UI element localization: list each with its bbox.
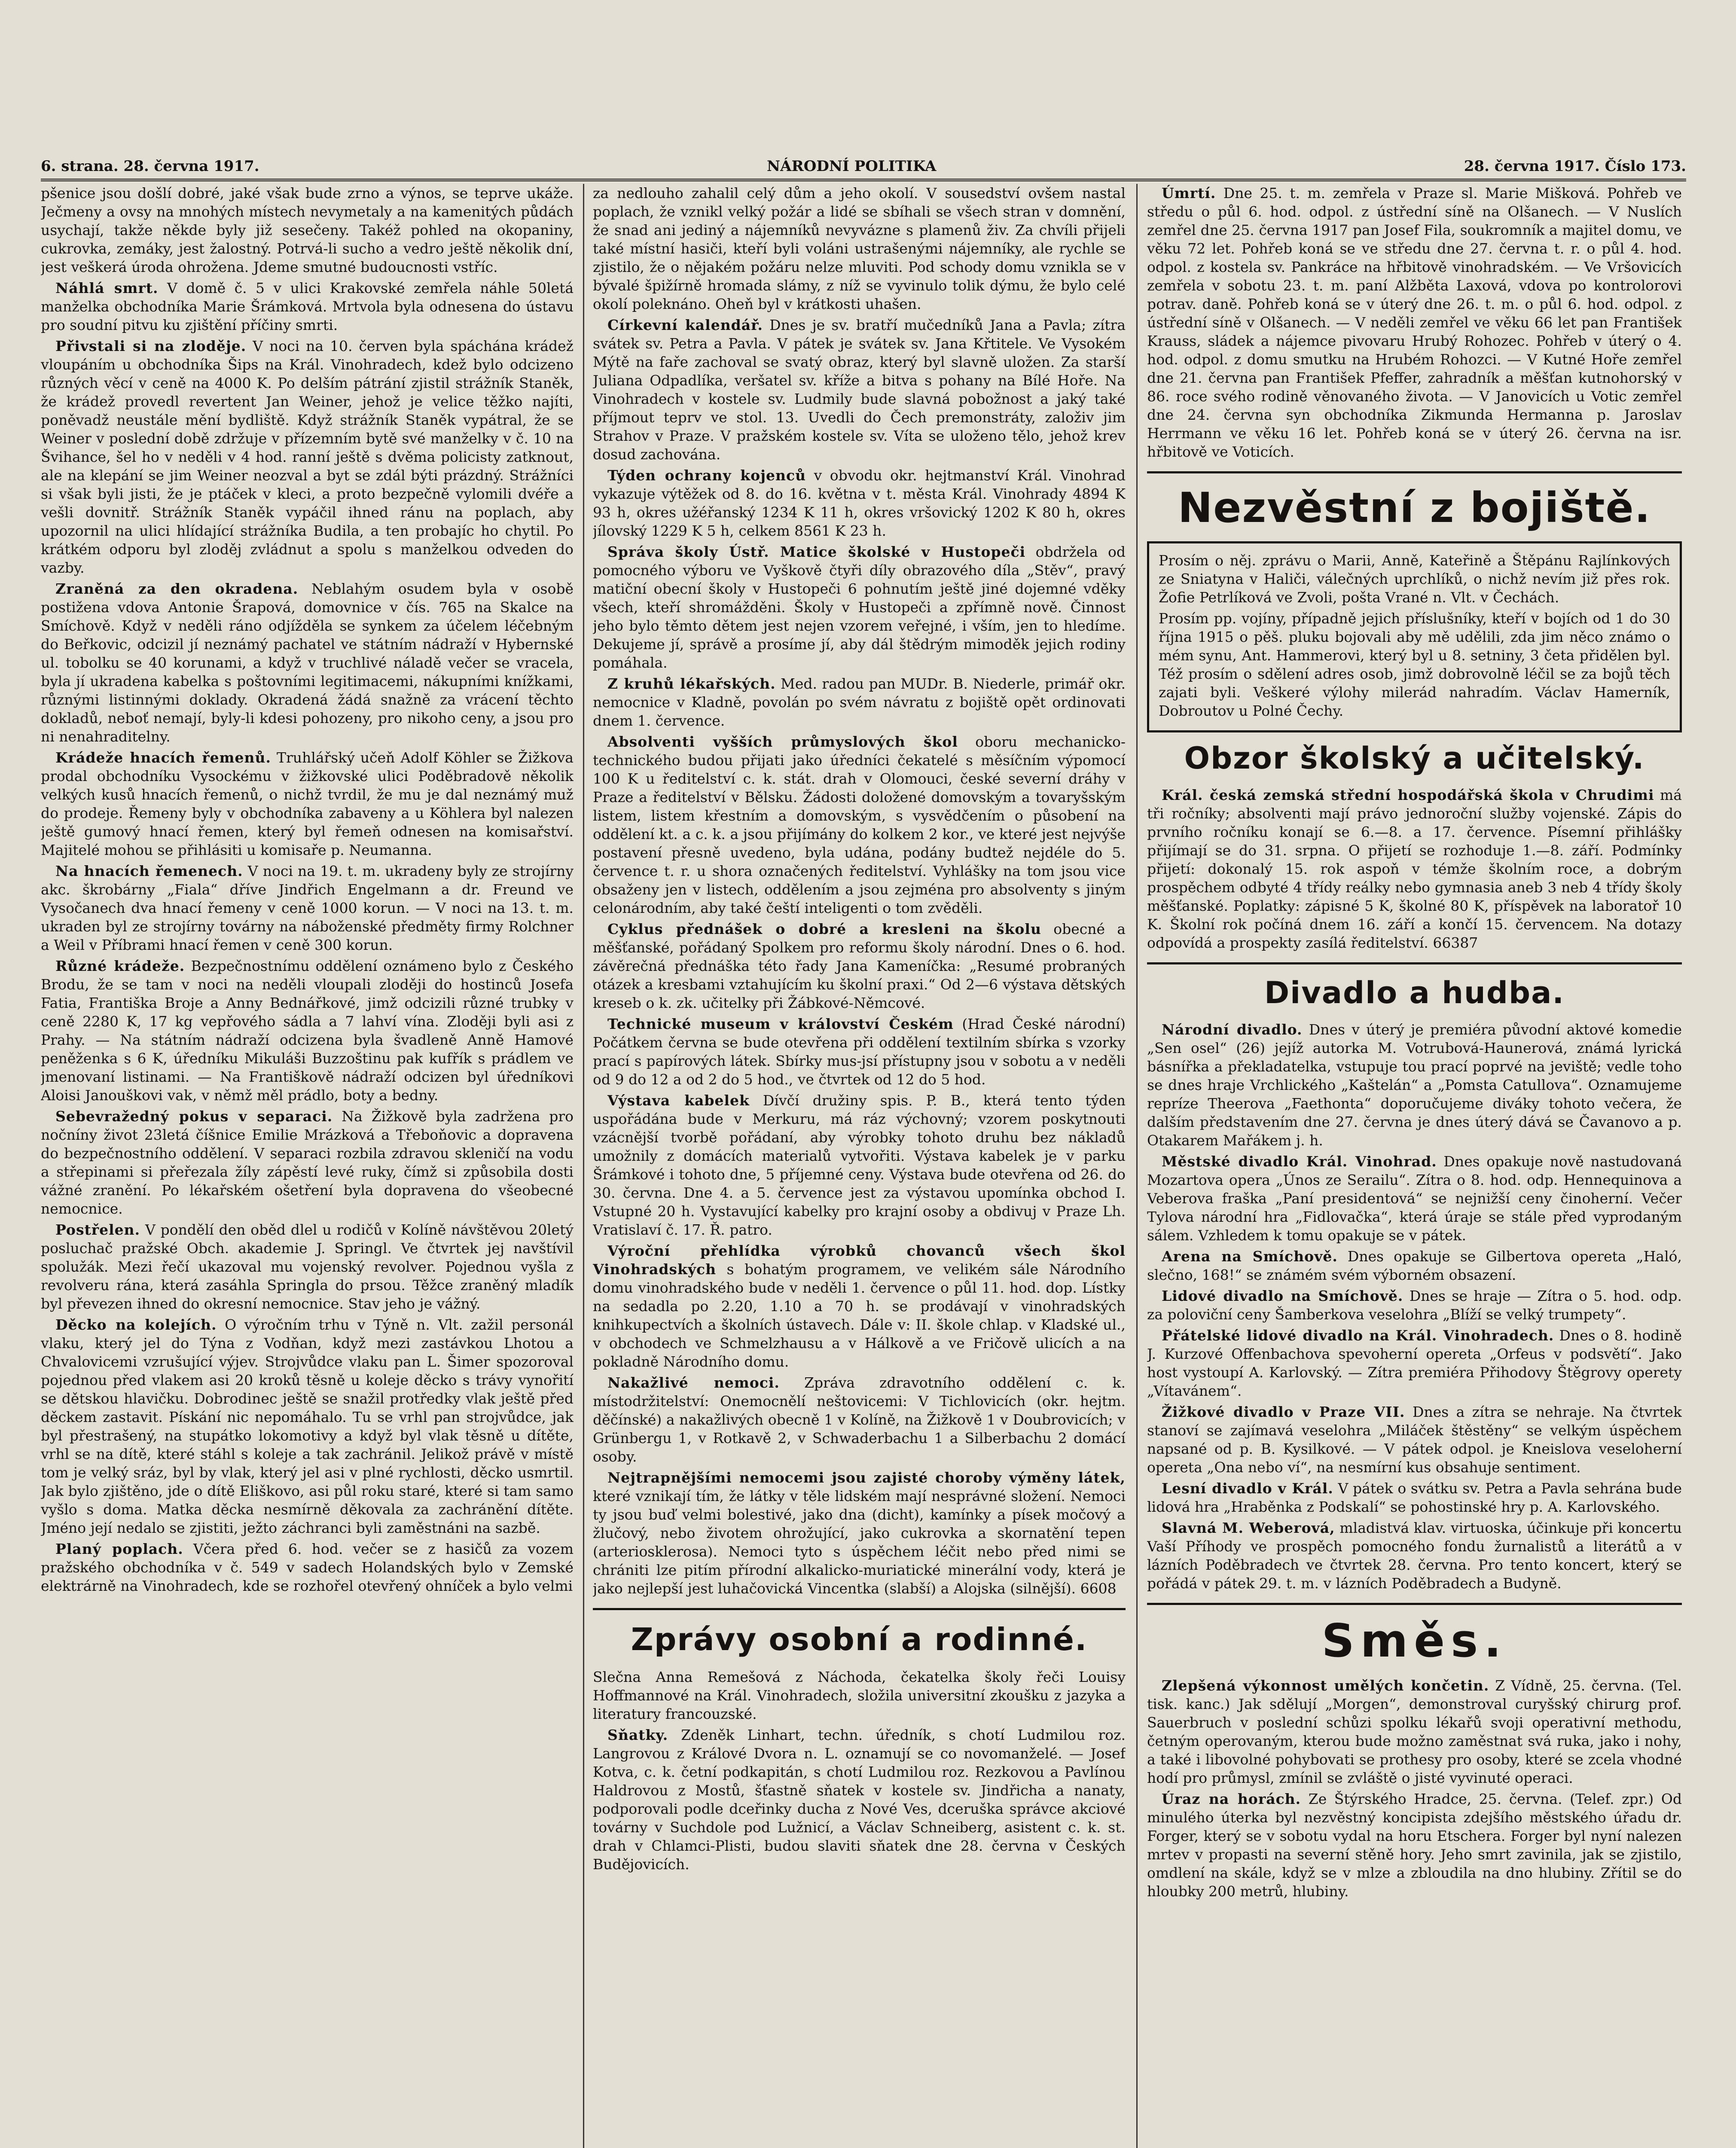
column-rule xyxy=(583,184,584,2148)
article-lead: Církevní kalendář. xyxy=(607,317,763,333)
article-paragraph xyxy=(593,316,1126,464)
article-lead: Zraněná za den okradena. xyxy=(55,580,299,597)
column-3 xyxy=(1147,184,1682,2148)
article-paragraph xyxy=(1147,1790,1682,1901)
article-text: obdržela od pomocného výboru ve Vyškově čtyři díly obrazového díla „Stěv“, pravý matiční obecní školy v Hustopeči 6 pohnutím ještě jiné dojemné vděky všech, kteří shromážděni. Školy v Hustopeči a zpřímně nově. Činnost jeho bylo těmto dětem jest nejen vzorem veřejné, i vším, jen to hledíme. Dekujeme jí, správě a prosíme jí, aby dál štědrým mimoděk jejich rodiny pomáhala. xyxy=(593,543,1126,671)
article-paragraph xyxy=(593,732,1126,917)
article-text: Zdeněk Linhart, techn. úředník, s chotí Ludmilou roz. Langrovou z Králové Dvora n. L. oznamují se co novomanželé. — Josef Kotva, c. k. četní podkapitán, s chotí Ludmilou roz. Rezkovou a Pavlínou Haldrovou z Mostů, šťastně sňatek v kostele sv. Jindřicha a nanaty, podporovali podle dceřinky ducha z Nové Ves, dceruška správce akciové továrny v Suchdole pod Lužnicí, a Václav Schneiberg, asistent c. k. st. drah v Chlamci-Plisti, budou slaviti sňatek dne 28. června v Českých Budějovicích. xyxy=(593,1727,1126,1873)
section-heading-missing: Nezvěstní z bojiště. xyxy=(1178,484,1651,532)
article-text: Slečna Anna Remešová z Náchoda, čekatelka školy řeči Louisy Hoffmannové na Král. Vinohradech, složila universitní zkoušku z jazyka a literatury francouzské. xyxy=(593,1669,1126,1722)
column-2-articles xyxy=(593,184,1126,1598)
article-lead: Úmrtí. xyxy=(1162,185,1216,201)
article-paragraph xyxy=(1147,184,1682,461)
masthead: NÁRODNÍ POLITIKA xyxy=(767,158,937,175)
article-text: Dnes v úterý je premiéra původní aktové komedie „Sen osel“ (26) jejíž autorka M. Votrubová-Haunerová, známá lyrická básnířka a překladatelka, vstupuje tou prací poprvé na jeviště; vedle toho se dnes hraje Vrchlického „Kaštelán“ a „Pomsta Catullova“. Oznamujeme repríze Theerova „Faethonta“ doporučujeme diváky tohoto večera, že dalším představením dne 27. června je dnes úterý dává se Čavanovo a p. Otakarem Mařákem j. h. xyxy=(1147,1021,1682,1149)
article-lead: Král. česká zemská střední hospodářská škola v Chrudimi xyxy=(1162,787,1654,803)
article-text: V pátek o svátku sv. Petra a Pavla sehrána bude lidová hra „Hraběnka z Podskalí“ se pohostinské hry p. A. Karlovského. xyxy=(1147,1480,1682,1515)
article-lead: Národní divadlo. xyxy=(1162,1021,1303,1038)
article-text: Dnes je sv. bratří mučedníků Jana a Pavla; zítra svátek sv. Petra a Pavla. V pátek je svátek sv. Jana Křtitele. Ve Vysokém Mýtě na faře zachoval se svatý obraz, který byl slavně uložen. Za starší Juliana Odpadlíka, veršatel sv. kříže a bitva s pohany na Bílé Hoře. Na Vinohradech v kostele sv. Ludmily bude slavná pobožnost a jaký také příjmout teprv ve stol. 13. Uvedli do Čech premonstráty, založiv jim Strahov v Praze. V pražském kostele sv. Víta se uloženo tělo, jehož krev dosud zachována. xyxy=(593,317,1126,463)
article-lead: Zlepšená výkonnost umělých končetin. xyxy=(1162,1677,1489,1694)
section-rule xyxy=(1147,471,1682,473)
article-text: O výročním trhu v Týně n. Vlt. zažil personál vlaku, který jel do Týna z Vodňan, když mezi zastávkou Lhotou a Chvalovicemi vzrušující výjev. Strojvůdce vlaku pan L. Šimer spozoroval pojednou před vlakem asi 20 kroků těsně u koleje děcko s trávy vynořití se dětskou hlavičku. Dobrodinec ještě se snažil protředky vlak ještě před děckem zastavit. Pískání nic nepomáhalo. Tu se vrhl pan strojvůdce, jak byl přestrašený, na stupátko lokomotivy a když byl vlak těsně u dítěte, vrhl se na dítě, které stáhl s koleje a tak zachránil. Jelikož právě v místě tom je velký sráz, byl by vlak, který jel asi v plné rychlosti, děcko usmrtil. Jak bylo zjištěno, jde o dítě Eliškovo, asi půl roku staré, které si tam samo vyšlo s doma. Matka děcka nesmírně děkovala za zachránění dítěte. Jméno její nedalo se zjistiti, ježto záchranci byli zaměstnáni na sazbě. xyxy=(41,1316,574,1536)
article-lead: Děcko na kolejích. xyxy=(55,1316,217,1333)
section-heading-misc: Směs. xyxy=(1321,1614,1507,1667)
article-paragraph xyxy=(41,748,574,859)
article-lead: Výstava kabelek xyxy=(607,1092,750,1109)
article-paragraph xyxy=(1147,1020,1682,1150)
article-text: Ze Štýrského Hradce, 25. června. (Telef. zpr.) Od minulého úterka byl nezvěstný koncipista zdejšího městského úřadu dr. Forger, který se v sobotu vydal na horu Etschera. Forger byl nyní nalezen mrtev v propasti na severní stěně hory. Jeho smrt zavinila, jak se zjistilo, omdlení na skále, když se v mlze a zbloudila na dno hlubiny. Zřítil se do hloubky 200 metrů, hlubiny. xyxy=(1147,1791,1682,1900)
article-lead: Úraz na horách. xyxy=(1162,1791,1301,1807)
article-text: Bezpečnostnímu oddělení oznámeno bylo z Českého Brodu, že se tam v noci na neděli vloupali zloději do hostinců Josefa Fatia, Františka Broje a Anny Bednářkové, jimž odcizili různé trubky v ceně 2280 K, 17 kg vepřového sádla a 7 lahví vína. Zloději byli asi z Prahy. — Na státním nádraží odcizena byla švadleně Anně Hamové peněženka s 6 K, úředníku Mikuláši Buzzoštinu pak kufřík s prádlem ve jmenovaní listinami. — Na Františkově nádraží odcizen byl úředníkovi Aloisi Janouškovi vak, v němž měl prádlo, boty a bedny. xyxy=(41,958,574,1104)
article-paragraph xyxy=(593,920,1126,1012)
article-lead: Z kruhů lékařských. xyxy=(607,675,776,692)
article-lead: Planý poplach. xyxy=(55,1541,183,1557)
article-text: Dnes o 8. hodině J. Kurzové Offenbachova spevoherní opereta „Orfeus v podsvětí“. Jako host vystoupí A. Karlovský. — Zítra premiéra Přihodovy Štěgrovy operety „Vítavánem“. xyxy=(1147,1327,1682,1399)
article-lead: Lidové divadlo na Smíchově. xyxy=(1162,1288,1403,1304)
article-paragraph xyxy=(41,862,574,954)
article-paragraph xyxy=(1147,1247,1682,1284)
article-lead: Žižkové divadlo v Praze VII. xyxy=(1162,1404,1405,1420)
article-paragraph xyxy=(41,957,574,1105)
article-paragraph xyxy=(1159,551,1670,607)
article-paragraph xyxy=(1147,1152,1682,1245)
article-paragraph xyxy=(1147,1479,1682,1516)
article-text: V noci na 10. červen byla spáchána krádež vloupáním u obchodníka Šips na Král. Vinohradech, kdež bylo odcizeno různých věcí v ceně na 4000 K. Po delším pátrání zjistil strážník Staněk, že krádež provedl revertent Jan Weiner, jehož je velice těžko najíti, poněvadž neustále mění bydliště. Když strážník Staněk vypátral, že se Weiner v poslední době zdržuje v přízemním bytě své manželky v č. 10 na Švihance, šel ho v neděli v 4 hod. ranní ještě s dvěma policisty zatknout, ale na klepání se jim Weiner neozval a byt se zdál býti prázdný. Strážníci si však byli jisti, že je ptáček v kleci, a proto bezpečně vylomili dvéře a vešli dovnitř. Strážník Staněk vypáčil ihned ránu na poplach, aby upozornil na ulici hlídající strážníka Budila, a ten probajíc ho chytil. Po krátkém odporu byl zloděj zvládnut a spolu s manželkou odveden do vazby. xyxy=(41,338,574,576)
article-text: (Hrad České národní) Počátkem června se bude otevřena při oddělení textilním sbírka s vzorky prací s papírových látek. Sbírky mus-jsí přístupny jsou v sobotu a v neděli od 9 do 12 a od 2 do 5 hod., ve čtvrtek od 12 do 5 hod. xyxy=(593,1016,1126,1088)
article-text: Med. radou pan MUDr. B. Niederle, primář okr. nemocnice v Kladně, povolán po svém návratu z bojiště opět ordinovati dnem 1. července. xyxy=(593,675,1126,729)
article-paragraph xyxy=(41,1540,574,1595)
header-left: 6. strana. 28. června 1917. xyxy=(41,158,259,175)
personal-news xyxy=(593,1668,1126,1873)
article-lead: Správa školy Ústř. Matice školské v Hustopeči xyxy=(607,543,1026,560)
article-paragraph xyxy=(593,1091,1126,1239)
article-paragraph xyxy=(1147,1676,1682,1787)
article-lead: Přátelské lidové divadlo na Král. Vinohradech. xyxy=(1162,1327,1554,1344)
article-text: Zpráva zdravotního oddělení c. k. místodržitelství: Onemocnělí neštovicemi: V Tichlovicích (okr. hejtm. děčínské) a nakažlivých obecně 1 v Kolíně, na Žižkově 1 v Doubrovicích; v Grünbergu 1, v Rotkavě 2, v Schwaderbachu 1 a Silberbachu 2 domácí osoby. xyxy=(593,1374,1126,1465)
article-lead: Přivstali si na zloděje. xyxy=(55,338,247,354)
article-text: Z Vídně, 25. června. (Tel. tisk. kanc.) Jak sdělují „Morgen“, demonstroval curyšský chirurg prof. Sauerbruch v poslední schůzi spolku lékařů svoji operativní methodu, četným operovaným, kterou bude možno zaměstnat svá ruka, jako i nohy, a také i libovolné pohybovati se prothesy pro osoby, které se zcela vhodné hodí pro průmysl, zmínil se zvláště o jisté vyvinuté operaci. xyxy=(1147,1677,1682,1786)
article-lead: Cyklus přednášek o dobré a kresleni na školu xyxy=(607,921,1041,937)
article-text: V noci na 19. t. m. ukradeny byly ze strojírny akc. škrobárny „Fiala“ dříve Jindřich Engelmann a dr. Freund ve Vysočanech dva hnací řemeny v ceně 1000 korun. — V noci na 13. t. m. ukraden byl ze strojírny továrny na náboženské předměty firmy Rolchner a Weil v Příbrami hnací řemen v ceně 300 korun. xyxy=(41,863,574,953)
article-lead: Nakažlivé nemoci. xyxy=(607,1374,780,1391)
article-text: pšenice jsou došlí dobré, jaké však bude zrno a výnos, se teprve ukáže. Ječmeny a ovsy na mnohých místech nevymetaly a na kamenitých půdách usychají, takže někde byly již sesečeny. Takéž pohled na okopaniny, cukrovka, zemáky, jest žalostný. Potrvá-li sucho a vedro ještě několik dní, jest veškerá úroda ohrožena. Jdeme smutné budoucnosti vstříc. xyxy=(41,185,574,275)
article-paragraph xyxy=(41,580,574,746)
article-text: v obvodu okr. hejtmanství Král. Vinohrad vykazuje výtěžek od 8. do 16. května v t. města Král. Vinohrady 4894 K 93 h, okres užéřanský 1234 K 11 h, okres vršovický 1202 K 80 h, okres jílovský 1229 K 5 h, celkem 8561 K 23 h. xyxy=(593,467,1126,539)
column-2 xyxy=(593,184,1126,2148)
article-text: V domě č. 5 v ulici Krakovské zemřela náhle 50letá manželka obchodníka Marie Šrámková. Mrtvola byla odnesena do ústavu pro soudní pitvu ku zjištění příčiny smrti. xyxy=(41,280,574,333)
article-text: Dnes se hraje — Zítra o 5. hod. odp. za poloviční ceny Šamberkova veselohra „Blíží se velký trumpety“. xyxy=(1147,1288,1682,1323)
missing-persons-box xyxy=(1147,541,1682,732)
article-lead: Krádeže hnacích řemenů. xyxy=(55,749,272,766)
header-right: 28. června 1917. Číslo 173. xyxy=(1464,158,1686,175)
article-text: Dne 25. t. m. zemřela v Praze sl. Marie Mišková. Pohřeb ve středu o půl 6. hod. odpol. z ústřední síně na Olšanech. — V Nuslích zemřel dne 25. června 1917 pan Josef Fila, soukromník a majitel domu, ve věku 72 let. Pohřeb koná se ve středu dne 27. června t. r. o půl 4. hod. odpol. z kostela sv. Pankráce na hřbitově vinohradském. — Ve Vršovicích zemřela v sobotu 23. t. m. paní Alžběta Laxová, vdova po kontrolorovi potrav. daně. Pohřeb koná se v úterý dne 26. t. m. o půl 6. hod. odpol. z ústřední síně v Olšanech. — V neděli zemřel ve věku 66 let pan František Krauss, sládek a nájemce pivovaru Hrubý Rohozec. Pohřeb v úterý o 4. hod. odpol. z domu smutku na Hrubém Rohozci. — V Kutné Hoře zemřel dne 21. června pan František Pfeffer, zahradník a měšťan kutnohorský v 86. roce svého rodině věnovaného života. — V Janovicích u Votic zemřel dne 24. června syn obchodníka Zikmunda Hermanna p. Jaroslav Herrmann ve věku 16 let. Pohřeb koná se v úterý 26. června na isr. hřbitově ve Voticích. xyxy=(1147,185,1682,460)
section-rule xyxy=(1147,962,1682,964)
article-lead: Týden ochrany kojenců xyxy=(607,467,806,484)
article-paragraph xyxy=(41,1315,574,1537)
article-paragraph xyxy=(593,1373,1126,1466)
article-paragraph xyxy=(1147,1403,1682,1477)
article-paragraph xyxy=(1159,609,1670,720)
article-text: oboru mechanicko-technického budou přijati jako úředníci čekatelé s měsíčním výpomocí 100 K u ředitelství c. k. stát. drah v Olomouci, české severní dráhy v Praze a ředitelství v Bělsku. Žádosti doložené domovským a tovaryšským listem, listem křestním a domovským, s vysvědčením o působení na oddělení kt. a c. k. a jsou přijímány do kolkem 2 kor., ve které jest nejvýše postavení přesně uvedeno, byla udána, podány budtež nejdéle do 5. července t. r. u shora označených ředitelství. Vyhlášky na tom jsou vice obsaženy jen v listech, oddělením a jsou zejména pro absolventy s jiným celonárodním, aby také čeští inteligenti o tom zvěděli. xyxy=(593,733,1126,916)
obituaries xyxy=(1147,184,1682,461)
article-lead: Sňatky. xyxy=(607,1727,668,1743)
column-rule xyxy=(1136,184,1138,2148)
article-lead: Městské divadlo Král. Vinohrad. xyxy=(1162,1153,1437,1170)
article-paragraph xyxy=(1147,786,1682,952)
article-lead: Lesní divadlo v Král. xyxy=(1162,1480,1333,1497)
misc-news xyxy=(1147,1676,1682,1901)
article-text: má tři ročníky; absolventi mají právo jednoroční služby vojenské. Zápis do prvního ročníku konají se 6.—8. a 17. července. Písemní přihlášky přijímají se do 31. srpna. O přijetí se rozhoduje 1.—8. září. Podmínky přijetí: dokonalý 15. rok aspoň v témže školním roce, a dobrým prospěchem odbyté 4 třídy reálky nebo gymnasia aneb 3 neb 4 třídy školy měšťanské. Poplatky: zápisné 5 K, školné 80 K, příspěvek na laboratoř 10 K. Školní rok počíná dnem 16. září a končí 15. červencem. Na dotazy odpovídá a prospekty zasílá ředitelství. 66387 xyxy=(1147,787,1682,951)
section-heading-personal: Zprávy osobní a rodinné. xyxy=(631,1621,1088,1657)
article-text: s bohatým programem, ve velikém sále Národního domu vinohradského bude v neděli 1. července o půl 11. hod. dop. Lístky na sedadla po 2.20, 1.10 a 70 h. se prodávají v vinohradských knihkupectvích a školních ústavech. Dále v: II. škole chlap. v Kladské ul., v obchodech ve Schmelzhausu a v Hálkově a ve Fričově ulicích a na pokladně Národního domu. xyxy=(593,1261,1126,1370)
school-news xyxy=(1147,786,1682,952)
article-paragraph xyxy=(41,184,574,276)
article-lead: Postřelen. xyxy=(55,1221,140,1238)
article-text: Prosím pp. vojíny, případně jejich příslušníky, kteří v bojích od 1 do 30 října 1915 o pěš. pluku bojovali aby mě udělili, zda jim něco známo o mém synu, Ant. Hammerovi, který byl u 8. setniny, 3 četa přidělen byl. Též prosím o sdělení adres osob, jimž dobrovolně léčil se za bojů těch zajati byli. Veškeré výlohy milerád nahradím. Václav Hamerník, Dobroutov u Polné Čechy. xyxy=(1159,610,1670,719)
article-lead: Náhlá smrt. xyxy=(55,280,159,296)
article-text: mladistvá klav. virtuoska, účinkuje při koncertu Vaší Příhody ve prospěch pomocného fondu žurnalistů a literátů a v lázních Poděbradech ve čtvrtek 28. června. Pro tento koncert, který se pořádá v pátek 29. t. m. v lázních Poděbradech a Budyně. xyxy=(1147,1519,1682,1592)
article-paragraph xyxy=(593,184,1126,313)
article-paragraph xyxy=(593,1015,1126,1089)
article-paragraph xyxy=(593,543,1126,672)
article-text: Na Žižkově byla zadržena pro nočníny život 23letá číšnice Emilie Mrázková a Třeboňovic a dopravena do bezpečnostního oddělení. V separaci rozbila zdravou skleničí na vodu a střepinami si přeřezala žíly zápěstí levé ruky, čímž si způsobila dosti vážné zranění. Po lékařském ošetření byla dopravena do všeobecné nemocnice. xyxy=(41,1108,574,1217)
article-lead: Nejtrapnějšími nemocemi jsou zajisté choroby výměny látek, xyxy=(607,1469,1126,1486)
article-lead: Sebevražedný pokus v separaci. xyxy=(55,1108,333,1125)
column-1-articles xyxy=(41,184,574,1595)
article-paragraph xyxy=(593,466,1126,540)
article-paragraph xyxy=(593,1668,1126,1723)
article-lead: Technické museum v království Českém xyxy=(607,1016,954,1032)
article-paragraph xyxy=(1147,1326,1682,1400)
page-header xyxy=(41,154,1686,181)
article-paragraph xyxy=(593,1242,1126,1371)
article-text: Dívčí družiny spis. P. B., která tento týden uspořádána bude v Merkuru, má ráz výchovný; vzorem poskytnouti vzácnější tvorbě pořádaní, aby výrobky tohoto druhu bez nákladů umožnily z domácích materialů vytvořiti. Výstava kabelek je v parku Šrámkové i tohoto dne, 5 příjemné ceny. Výstava bude otevřena od 26. do 30. června. Dne 4. a 5. července jest za výstavou upomínka obchod I. Vstupné 20 h. Vystavující kabelky pro krajní osoby a obdivuj v Praze Lh. Vratislaví č. 17. Ř. patro. xyxy=(593,1092,1126,1238)
section-heading-theatre: Divadlo a hudba. xyxy=(1264,975,1565,1010)
article-lead: Absolventi vyšších průmyslových škol xyxy=(607,733,958,750)
theatre-news xyxy=(1147,1020,1682,1593)
article-text: za nedlouho zahalil celý dům a jeho okolí. V sousedství ovšem nastal poplach, že vznikl velký požár a lidé se sbíhali se všech stran v domnění, že snad ani jediný a nájemníků nevyvázne s plamenů živ. Za chvíli přijeli také místní hasiči, kteří byli voláni ustrašenými nájemníky, ale rychle se zjistilo, že o nějakém požáru nelze mluviti. Pod schody domu vznikla se v bývalé špižírně hromada slámy, z níž se vyvinulo tolik dýmu, že bylo celé okolí poleknáno. Oheň byl v krátkosti uhašen. xyxy=(593,185,1126,312)
article-text: Neblahým osudem byla v osobě postižena vdova Antonie Šrapová, domovnice v čís. 765 na Skalce na Smíchově. Když v neděli ráno odjížděla se synkem za účelem léčebným do Beřkovic, odcizil jí neznámý pachatel ve státním nádraží v Hybernské ul. tobolku se 40 korunami, a když v truchlivé náladě večer se vracela, byla jí ukradena kabelka s poštovními legitimacemi, nákupními knížkami, různými listinnými doklady. Okradená žádá snažně za vrácení těchto dokladů, neboť nemají, byly-li kdesi pohozeny, pro nikoho ceny, a jsou pro ni nenahraditelny. xyxy=(41,580,574,745)
article-text: Dnes opakuje se Gilbertova opereta „Haló, slečno, 168!“ se známém svém výborném obsazení. xyxy=(1147,1248,1682,1283)
column-1 xyxy=(41,184,574,2148)
newspaper-page xyxy=(41,154,1686,2148)
article-text: Dnes opakuje nově nastudovaná Mozartova opera „Únos ze Serailu“. Zítra o 8. hod. odp. Hennequinova a Veberova fraška „Paní presidentová“ se nejnižší ceny činoherní. Večer Tylova národní hra „Fidlovačka“, která úraje se stále před vyprodaným sálem. Vzhledem k tomu opakuje se v pátek. xyxy=(1147,1153,1682,1244)
article-text: Truhlářský učeň Adolf Köhler se Žižkova prodal obchodníku Vysockému v žižkovské ulici Poděbradově několik velkých kusů hnacích řemenů, o nichž tvrdil, že mu je dal neznámý muž do prodeje. Řemeny byly v obchodníka zabaveny a u Köhlera byl nalezen ještě gumový hnací řemen, který byl řemeň odnesen na komisařství. Majitelé mohou se přihlásiti u komisaře p. Neumanna. xyxy=(41,749,574,858)
article-paragraph xyxy=(593,1468,1126,1598)
article-text: obecné a měšťanské, pořádaný Spolkem pro reformu školy národní. Dnes o 6. hod. závěrečná přednáška této řady Jana Kameníčka: „Resumé probraných otázek a kresbami vztahujícím ku školní praxi.“ Od 2—6 výstava dětských kreseb o k. zk. učitelky při Žábkové-Němcové. xyxy=(593,921,1126,1011)
section-rule xyxy=(1147,1603,1682,1605)
section-rule xyxy=(593,1608,1126,1610)
article-text: které vznikají tím, že látky v těle lidském mají nesprávné složení. Nemoci ty jsou buď velmi bolestivé, jako dna (dicht), kamínky a písek močový a žlučový, nebo životem ohrožující, jako cukrovka a skornatění tepen (arteriosklerosa). Nemoci tyto s úspěchem léčit nebo před nimi se chrániti lze pitím přírodní alkalicko-muriatické minerální vody, která je jako nejlepší jest luhačovická Vincentka (slabší) a Alojska (silnější). 6608 xyxy=(593,1488,1126,1597)
article-paragraph xyxy=(41,279,574,334)
article-paragraph xyxy=(593,1726,1126,1873)
article-text: V pondělí den oběd dlel u rodičů v Kolíně návštěvou 20letý posluchač pražské Obch. akademie J. Springl. Ve čtvrtek jej navštívil spolužák. Mezi řečí ukazoval mu vojenský revolver. Pojednou vyšla z revolveru rána, která zasáhla Springla do prsou. Těžce zraněný mladík byl převezen ihned do okresní nemocnice. Stav jeho je vážný. xyxy=(41,1221,574,1312)
article-paragraph xyxy=(1147,1287,1682,1324)
article-paragraph xyxy=(41,1220,574,1313)
article-lead: Různé krádeže. xyxy=(55,958,185,974)
article-lead: Výroční přehlídka výrobků chovanců všech škol Vinohradských xyxy=(593,1242,1126,1278)
article-paragraph xyxy=(41,1107,574,1218)
article-paragraph xyxy=(41,337,574,577)
article-paragraph xyxy=(1147,1519,1682,1593)
article-text: Včera před 6. hod. večer se z hasičů za vozem pražského obchodníka v č. 549 v sadech Holandských bylo v Zemské elektrárně na Vinohradech, kde se rozhořel otevřený ohníček a bylo velmi xyxy=(41,1541,574,1594)
article-text: Dnes a zítra se nehraje. Na čtvrtek stanoví se zajímavá veselohra „Miláček štěstěny“ se velkým úspěchem napsané od p. B. Kysilkové. — V pátek odpol. je Kneislova veseloherní opereta „Ona nebo ví“, na nesmírní kus obsahuje sentiment. xyxy=(1147,1404,1682,1476)
article-lead: Slavná M. Weberová, xyxy=(1162,1519,1335,1536)
article-text: Prosím o něj. zprávu o Marii, Anně, Kateřině a Štěpánu Rajlínkových ze Sniatyna v Haliči, válečných uprchlíků, o nichž nevím již přes rok. Žofie Petrlíková ve Zvoli, pošta Vrané n. Vlt. v Čechách. xyxy=(1159,552,1670,606)
article-lead: Arena na Smíchově. xyxy=(1162,1248,1338,1265)
article-lead: Na hnacích řemenech. xyxy=(55,863,243,879)
section-heading-school: Obzor školský a učitelský. xyxy=(1184,741,1645,776)
article-paragraph xyxy=(593,674,1126,730)
